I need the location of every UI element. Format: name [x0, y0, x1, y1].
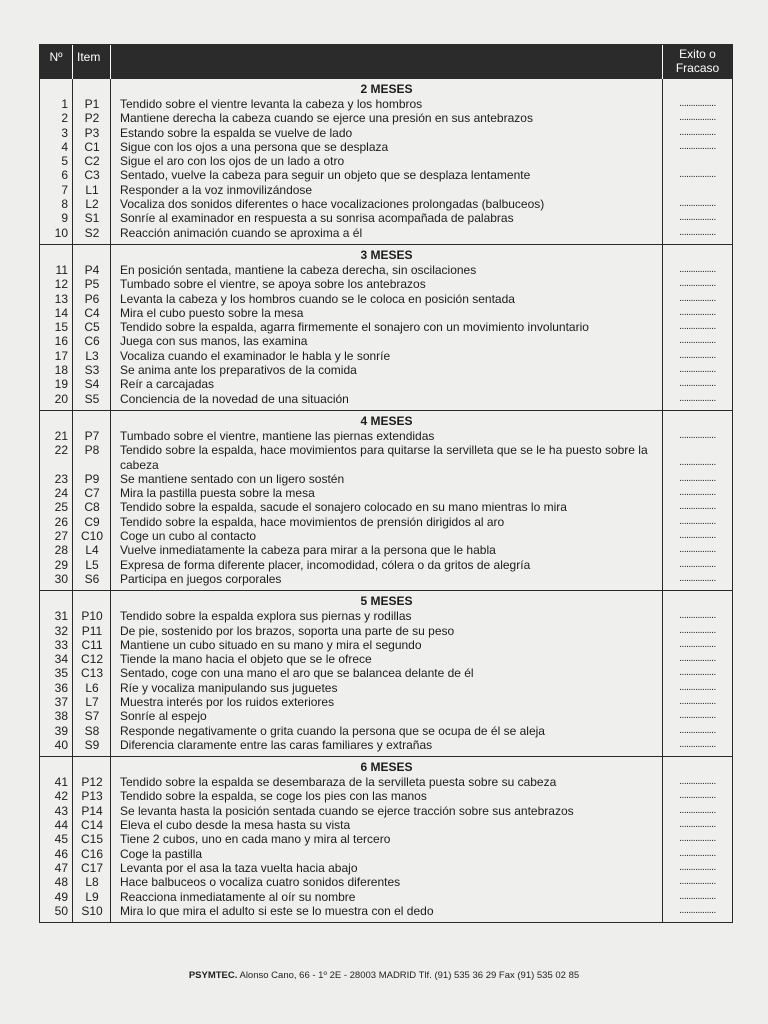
- row-description: Mira la pastilla puesta sobre la mesa: [120, 486, 315, 501]
- header-number: Nº: [40, 45, 73, 79]
- result-field[interactable]: ................: [679, 378, 716, 390]
- page-footer: [0, 970, 768, 981]
- row-description: Tiende la mano hacia el objeto que se le ofrece: [120, 652, 372, 667]
- row-number: 49: [54, 889, 68, 904]
- result-field[interactable]: ................: [679, 169, 716, 181]
- row-code: L6: [85, 680, 99, 695]
- row-number: 9: [61, 211, 68, 226]
- number-column: [40, 245, 73, 410]
- result-field[interactable]: ................: [679, 429, 716, 441]
- row-number: 17: [54, 348, 68, 363]
- section-bottom-spacer: [73, 240, 110, 244]
- result-column: [663, 757, 732, 922]
- row-description: De pie, sostenido por los brazos, soporta una parte de su peso: [120, 623, 455, 638]
- row-description: Mira lo que mira el adulto si este se lo muestra con el dedo: [120, 903, 434, 918]
- row-description: Mira el cubo puesto sobre la mesa: [120, 305, 304, 320]
- row-description: Vocaliza cuando el examinador le habla y le sonríe: [120, 348, 391, 363]
- result-field[interactable]: ................: [679, 572, 716, 584]
- row-number: 36: [54, 680, 68, 695]
- number-column: [40, 411, 73, 590]
- result-field[interactable]: ................: [679, 515, 716, 527]
- row-number: 50: [54, 903, 68, 918]
- result-field[interactable]: ................: [679, 876, 716, 888]
- item-column: [73, 591, 111, 756]
- age-section: [40, 410, 732, 590]
- row-code: C5: [84, 320, 100, 335]
- row-code: S8: [84, 723, 100, 738]
- row-code: P5: [84, 277, 100, 292]
- age-section: [40, 756, 732, 922]
- result-field[interactable]: ................: [679, 263, 716, 275]
- row-number: 29: [54, 557, 68, 572]
- row-description: Tendido sobre la espalda, se coge los pies con las manos: [120, 789, 427, 804]
- section-bottom-spacer: [73, 918, 110, 922]
- row-description: Tumbado sobre el vientre, se apoya sobre los antebrazos: [120, 277, 426, 292]
- result-field[interactable]: ................: [679, 392, 716, 404]
- assessment-table: [39, 44, 733, 923]
- row-number: 32: [54, 623, 68, 638]
- section-bottom-spacer: [73, 406, 110, 410]
- row-description: Hace balbuceos o vocaliza cuatro sonidos diferentes: [120, 875, 401, 890]
- row-number: 19: [54, 377, 68, 392]
- result-field[interactable]: ................: [679, 364, 716, 376]
- result-field[interactable]: ................: [679, 544, 716, 556]
- row-number: 24: [54, 486, 68, 501]
- title-spacer: [663, 411, 732, 429]
- result-field[interactable]: ................: [679, 558, 716, 570]
- row-number: 5: [61, 154, 68, 169]
- section-bottom-spacer: [663, 406, 732, 410]
- table-header: [40, 45, 732, 79]
- row-number: 47: [54, 860, 68, 875]
- result-field[interactable]: ................: [679, 710, 716, 722]
- row-number: 3: [61, 125, 68, 140]
- section-title: 4 MESES: [360, 413, 413, 428]
- row-code: P1: [84, 97, 100, 111]
- row-code: C6: [84, 334, 100, 349]
- row-number: 1: [61, 97, 68, 111]
- row-number: 41: [54, 775, 68, 790]
- row-description: Levanta la cabeza y los hombros cuando se le coloca en posición sentada: [120, 291, 515, 306]
- result-field[interactable]: ................: [679, 681, 716, 693]
- item-column: [73, 411, 111, 590]
- row-number: 12: [54, 277, 68, 292]
- row-description: Sentado, coge con una mano el aro que se balancea delante de él: [120, 666, 474, 681]
- row-number: 23: [54, 471, 68, 486]
- result-field[interactable]: ................: [679, 321, 716, 333]
- title-spacer: [663, 245, 732, 263]
- section-bottom-spacer: [73, 586, 110, 590]
- row-code: L7: [85, 694, 99, 709]
- section-bottom-spacer: [40, 240, 72, 244]
- row-code: L2: [85, 197, 99, 212]
- row-description: Reacciona inmediatamente al oír su nombre: [120, 889, 356, 904]
- section-bottom-spacer: [111, 586, 662, 590]
- row-description: Eleva el cubo desde la mesa hasta su vista: [120, 818, 351, 833]
- row-description: Mantiene derecha la cabeza cuando se ejerce una presión en sus antebrazos: [120, 111, 533, 126]
- result-field[interactable]: ................: [679, 904, 716, 916]
- row-description: Muestra interés por los ruidos exteriores: [120, 694, 335, 709]
- number-column: [40, 757, 73, 922]
- row-code: S4: [84, 377, 100, 392]
- row-description: Vuelve inmediatamente la cabeza para mirar a la persona que le habla: [120, 543, 496, 558]
- section-title: 5 MESES: [360, 594, 413, 609]
- row-number: 27: [54, 529, 68, 544]
- row-code: C4: [84, 305, 100, 320]
- row-description: Tendido sobre el vientre levanta la cabeza y los hombros: [120, 97, 423, 111]
- row-description: Participa en juegos corporales: [120, 571, 282, 586]
- age-section: [40, 590, 732, 756]
- row-code: P9: [84, 471, 100, 486]
- section-bottom-spacer: [111, 406, 662, 410]
- row-code: P10: [81, 609, 103, 624]
- row-description: Sigue con los ojos a una persona que se desplaza: [120, 139, 389, 154]
- result-field[interactable]: ................: [679, 861, 716, 873]
- row-description: Responder a la voz inmovilizándose: [120, 182, 313, 197]
- row-description: Conciencia de la novedad de una situación: [120, 391, 349, 406]
- row-description: Tendido sobre la espalda, sacude el sonajero colocado en su mano mientras lo mira: [120, 500, 567, 515]
- row-code: S7: [84, 709, 100, 724]
- row-description: Coge la pastilla: [120, 846, 203, 861]
- row-number: 26: [54, 514, 68, 529]
- result-field[interactable]: ................: [679, 804, 716, 816]
- result-field[interactable]: ................: [679, 457, 716, 469]
- row-code: L4: [85, 543, 99, 558]
- row-number: 11: [55, 262, 68, 277]
- result-field[interactable]: ................: [679, 98, 716, 109]
- section-bottom-spacer: [663, 752, 732, 756]
- row-code: L3: [85, 348, 99, 363]
- row-code: S9: [84, 737, 100, 752]
- result-field[interactable]: ................: [679, 198, 716, 210]
- description-column: [111, 591, 663, 756]
- row-code: C14: [80, 818, 103, 833]
- title-spacer: [663, 757, 732, 775]
- section-bottom-spacer: [663, 918, 732, 922]
- row-description: Se mantiene sentado con un ligero sostén: [120, 471, 345, 486]
- description-column: [111, 411, 663, 590]
- section-bottom-spacer: [73, 752, 110, 756]
- row-description: Coge un cubo al contacto: [120, 529, 257, 544]
- header-result-line1: Exito o: [679, 47, 716, 61]
- result-column: [663, 79, 732, 244]
- description-column: [111, 79, 663, 244]
- row-code: C12: [80, 652, 103, 667]
- row-description: Responde negativamente o grita cuando la persona que se ocupa de él se aleja: [120, 723, 545, 738]
- row-number: 46: [54, 846, 68, 861]
- result-field[interactable]: ................: [679, 292, 716, 304]
- header-result: [663, 45, 732, 79]
- result-field[interactable]: ................: [679, 306, 716, 318]
- row-number: 13: [54, 291, 68, 306]
- row-code: C13: [80, 666, 103, 681]
- row-number: 37: [54, 694, 68, 709]
- title-spacer: [73, 591, 110, 609]
- row-number: 33: [54, 637, 68, 652]
- result-field[interactable]: ................: [679, 738, 716, 750]
- title-spacer: [40, 757, 72, 775]
- row-number: 8: [61, 197, 68, 212]
- row-description: Tendido sobre la espalda, hace movimientos para quitarse la servilleta que se le ha puesto sobre la cabeza: [120, 443, 648, 472]
- row-code: C15: [80, 832, 103, 847]
- result-field[interactable]: ................: [679, 112, 716, 124]
- row-description: Juega con sus manos, las examina: [120, 334, 308, 349]
- row-number: 34: [54, 652, 68, 667]
- row-description: Levanta por el asa la taza vuelta hacia abajo: [120, 860, 358, 875]
- row-code: C17: [80, 860, 103, 875]
- row-number: 7: [61, 182, 68, 197]
- row-number: 31: [54, 609, 68, 624]
- result-field[interactable]: ................: [679, 624, 716, 636]
- section-bottom-spacer: [111, 240, 662, 244]
- row-number: 21: [54, 428, 68, 443]
- result-field[interactable]: ................: [679, 278, 716, 290]
- title-spacer: [73, 245, 110, 263]
- result-field[interactable]: ................: [679, 501, 716, 513]
- result-field[interactable]: ................: [679, 487, 716, 499]
- row-number: 35: [54, 666, 68, 681]
- row-number: 22: [54, 443, 68, 458]
- footer-address: Alonso Cano, 66 - 1º 2E - 28003 MADRID Tlf. (91) 535 36 29 Fax (91) 535 02 85: [237, 970, 580, 981]
- row-number: 38: [54, 709, 68, 724]
- row-number: 10: [54, 225, 68, 240]
- row-code: P4: [84, 262, 100, 277]
- title-spacer: [40, 591, 72, 609]
- row-code: C7: [84, 486, 100, 501]
- footer-brand: PSYMTEC.: [188, 970, 238, 981]
- row-description: Tendido sobre la espalda se desembaraza de la servilleta puesta sobre su cabeza: [120, 775, 557, 790]
- row-code: C2: [84, 154, 100, 169]
- row-number: 39: [54, 723, 68, 738]
- result-column: [663, 245, 732, 410]
- row-description: Ríe y vocaliza manipulando sus juguetes: [120, 680, 338, 695]
- row-code: P7: [84, 428, 100, 443]
- result-field[interactable]: ................: [679, 226, 716, 238]
- row-description: Tendido sobre la espalda, agarra firmemente el sonajero con un movimiento involuntario: [120, 320, 589, 335]
- row-description: Estando sobre la espalda se vuelve de lado: [120, 125, 353, 140]
- result-field[interactable]: ................: [679, 472, 716, 484]
- row-code: S3: [84, 363, 100, 378]
- row-description: Tumbado sobre el vientre, mantiene las piernas extendidas: [120, 428, 435, 443]
- row-code: S5: [84, 391, 100, 406]
- title-spacer: [663, 591, 732, 609]
- row-code: C3: [84, 168, 100, 183]
- title-spacer: [40, 79, 72, 97]
- section-title: 6 MESES: [360, 760, 413, 775]
- row-number: 20: [54, 391, 68, 406]
- result-field[interactable]: ................: [679, 653, 716, 665]
- row-code: C11: [81, 637, 103, 652]
- row-description: Sentado, vuelve la cabeza para seguir un objeto que se desplaza lentamente: [120, 168, 531, 183]
- row-description: Tendido sobre la espalda explora sus piernas y rodillas: [120, 609, 412, 624]
- result-field[interactable]: [663, 154, 732, 168]
- section-title: 2 MESES: [360, 82, 413, 96]
- title-spacer: [40, 245, 72, 263]
- row-number: 40: [54, 737, 68, 752]
- row-code: S2: [84, 225, 100, 240]
- title-spacer: [73, 411, 110, 429]
- result-field[interactable]: ................: [679, 790, 716, 802]
- result-field[interactable]: ................: [679, 126, 716, 138]
- row-code: C10: [80, 529, 103, 544]
- result-field[interactable]: ................: [679, 530, 716, 542]
- row-description: Reacción animación cuando se aproxima a él: [120, 225, 363, 240]
- row-description: Sigue el aro con los ojos de un lado a otro: [120, 154, 345, 169]
- row-number: 14: [54, 305, 68, 320]
- row-description: Se levanta hasta la posición sentada cuando se ejerce tracción sobre sus antebrazos: [120, 803, 574, 818]
- row-code: P14: [81, 803, 103, 818]
- section-bottom-spacer: [111, 752, 662, 756]
- row-code: C1: [84, 139, 100, 154]
- row-description: Se anima ante los preparativos de la comida: [120, 363, 357, 378]
- row-code: S1: [84, 211, 100, 226]
- age-section: [40, 79, 732, 244]
- row-code: C8: [84, 500, 100, 515]
- section-bottom-spacer: [40, 406, 72, 410]
- row-number: 43: [54, 803, 68, 818]
- header-description: [111, 45, 663, 79]
- row-number: 15: [54, 320, 68, 335]
- row-number: 18: [54, 363, 68, 378]
- number-column: [40, 591, 73, 756]
- row-code: P12: [81, 775, 103, 790]
- title-spacer: [73, 79, 110, 97]
- section-bottom-spacer: [663, 240, 732, 244]
- number-column: [40, 79, 73, 244]
- section-bottom-spacer: [40, 752, 72, 756]
- result-field[interactable]: ................: [679, 847, 716, 859]
- row-number: 28: [54, 543, 68, 558]
- sections-container: [40, 79, 732, 922]
- row-code: S10: [81, 903, 103, 918]
- row-description: Tendido sobre la espalda, hace movimientos de prensión dirigidos al aro: [120, 514, 505, 529]
- row-number: 6: [61, 168, 68, 183]
- row-description: En posición sentada, mantiene la cabeza derecha, sin oscilaciones: [120, 262, 477, 277]
- header-result-line2: Fracaso: [675, 61, 720, 75]
- result-field[interactable]: ................: [679, 335, 716, 347]
- row-code: L8: [85, 875, 99, 890]
- description-column: [111, 757, 663, 922]
- section-bottom-spacer: [663, 586, 732, 590]
- row-number: 16: [54, 334, 68, 349]
- result-field[interactable]: ................: [679, 833, 716, 845]
- result-field[interactable]: ................: [679, 776, 716, 788]
- description-column: [111, 245, 663, 410]
- result-field[interactable]: [663, 183, 732, 197]
- item-column: [73, 757, 111, 922]
- row-code: L5: [85, 557, 99, 572]
- row-code: P8: [84, 443, 100, 458]
- result-field[interactable]: ................: [679, 695, 716, 707]
- row-number: 44: [54, 818, 68, 833]
- row-code: P6: [84, 291, 100, 306]
- section-bottom-spacer: [111, 918, 662, 922]
- result-column: [663, 591, 732, 756]
- section-bottom-spacer: [40, 918, 72, 922]
- result-field[interactable]: ................: [679, 819, 716, 831]
- row-description: Tiene 2 cubos, uno en cada mano y mira al tercero: [120, 832, 391, 847]
- result-field[interactable]: ................: [679, 724, 716, 736]
- header-item: Item: [73, 45, 111, 79]
- section-bottom-spacer: [40, 586, 72, 590]
- row-number: 30: [54, 571, 68, 586]
- row-code: S6: [84, 571, 100, 586]
- row-code: L1: [85, 182, 99, 197]
- result-field[interactable]: ................: [679, 890, 716, 902]
- result-field[interactable]: ................: [679, 610, 716, 622]
- age-section: [40, 244, 732, 410]
- row-description: Sonríe al espejo: [120, 709, 207, 724]
- row-code: C16: [80, 846, 103, 861]
- section-title: 3 MESES: [360, 247, 413, 262]
- item-column: [73, 79, 111, 244]
- row-description: Diferencia claramente entre las caras familiares y extrañas: [120, 737, 433, 752]
- row-description: Mantiene un cubo situado en su mano y mira el segundo: [120, 637, 422, 652]
- title-spacer: [40, 411, 72, 429]
- row-code: C9: [84, 514, 100, 529]
- row-number: 2: [61, 111, 68, 126]
- row-description: Reír a carcajadas: [120, 377, 215, 392]
- row-number: 42: [54, 789, 68, 804]
- row-number: 48: [54, 875, 68, 890]
- row-code: P3: [84, 125, 100, 140]
- title-spacer: [663, 79, 732, 97]
- row-code: P13: [81, 789, 103, 804]
- row-number: 45: [54, 832, 68, 847]
- row-code: L9: [85, 889, 99, 904]
- row-number: 25: [54, 500, 68, 515]
- row-number: 4: [61, 139, 68, 154]
- row-code: P2: [84, 111, 100, 126]
- result-field[interactable]: ................: [679, 140, 716, 152]
- title-spacer: [73, 757, 110, 775]
- row-description: Sonríe al examinador en respuesta a su sonrisa acompañada de palabras: [120, 211, 514, 226]
- result-field[interactable]: ................: [679, 349, 716, 361]
- result-field[interactable]: ................: [679, 212, 716, 224]
- row-code: P11: [81, 623, 103, 638]
- row-description: Expresa de forma diferente placer, incomodidad, cólera o da gritos de alegría: [120, 557, 531, 572]
- item-column: [73, 245, 111, 410]
- result-field[interactable]: ................: [679, 667, 716, 679]
- row-description: Vocaliza dos sonidos diferentes o hace vocalizaciones prolongadas (balbuceos): [120, 197, 545, 212]
- result-field[interactable]: ................: [679, 638, 716, 650]
- result-column: [663, 411, 732, 590]
